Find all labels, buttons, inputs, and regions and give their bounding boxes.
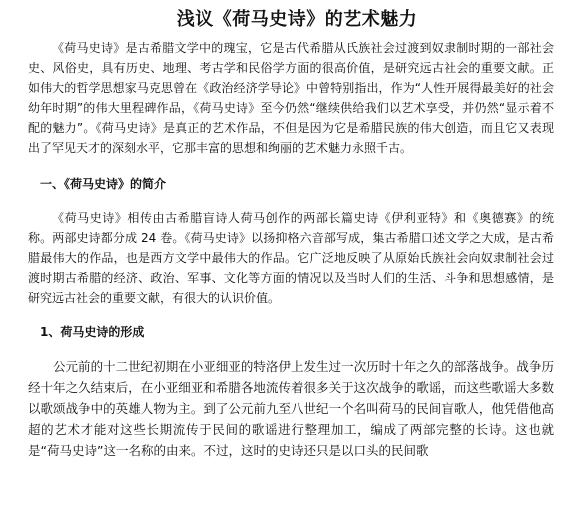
section-introduction-paragraph: 《荷马史诗》相传由古希腊盲诗人荷马创作的两部长篇史诗《伊利亚特》和《奥德赛》的统称。两部史诗都分成 24 卷。《荷马史诗》以扬抑格六音部写成，集古希腊口述文学之大成，是古希腊最伟大的作品，也是西方文学中最伟大的作品。它广泛地反映了从原始氏族社会向奴隶制社会过渡时期古希腊的经济、政治、军事、文化等方面的情况以及当时人们的生活、斗争和思想感情，是研究远古社会的重要文献，有很大的认识价值。: [28, 211, 554, 305]
intro-paragraph: 《荷马史诗》是古希腊文学中的瑰宝，它是古代希腊从氏族社会过渡到奴隶制时期的一部社会史、风俗史，具有历史、地理、考古学和民俗学方面的很高价值，是研究远古社会的重要文献。正如伟大的哲学思想家马克思曾在《政治经济学导论》中曾特别指出，作为“人性开展得最美好的社会幼年时期”的伟大里程碑作品，《荷马史诗》至今仍然“继续供给我们以艺术享受，并仍然“显示着不配的魅力”。《荷马史诗》是真正的艺术作品，不但是因为它是希腊民族的伟大创造，而且它又表现出了罕见天才的深刻水平，它那丰富的思想和绚丽的艺术魅力永照千古。: [28, 41, 554, 155]
article-title: 浅议《荷马史诗》的艺术魅力: [176, 9, 418, 30]
subsection-formation-paragraph: 公元前的十二世纪初期在小亚细亚的特洛伊上发生过一次历时十年之久的部落战争。战争历经十年之久结束后，在小亚细亚和希腊各地流传着很多关于这次战争的歌谣，而这些歌谣大多数以歌颂战争中的英雄人物为主。到了公元前九至八世纪一个名叫荷马的民间盲歌人，他凭借他高超的艺术才能对这些长期流传于民间的歌谣进行整理加工，编成了两部完整的长诗。这也就是“荷马史诗”这一名称的由来。不过，这时的史诗还只是以口头的民间歌: [28, 359, 554, 458]
section-heading-introduction: 一、《荷马史诗》的简介: [40, 177, 167, 191]
subsection-heading-formation: 1、荷马史诗的形成: [40, 325, 145, 339]
